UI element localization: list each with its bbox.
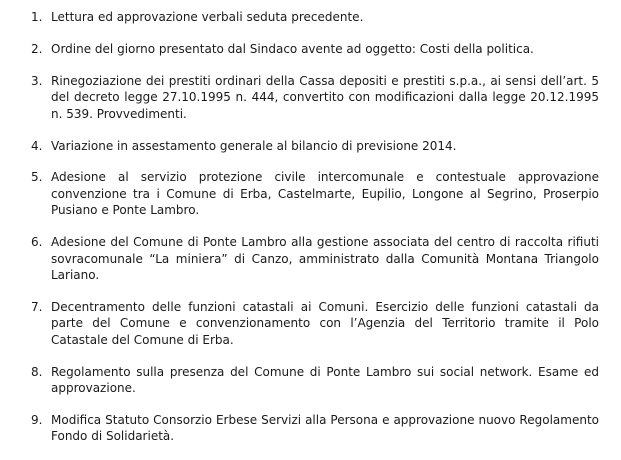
agenda-item-text: Lettura ed approvazione verbali seduta precedente. — [51, 10, 364, 24]
agenda-item-text: Ordine del giorno presentato dal Sindaco avente ad oggetto: Costi della politica. — [51, 41, 534, 56]
agenda-item-number: 5. — [31, 170, 43, 185]
agenda-item-3 — [31, 73, 599, 122]
agenda-item-2 — [31, 41, 599, 57]
agenda-item-8 — [31, 364, 599, 397]
agenda-item-5 — [31, 169, 599, 218]
agenda-item-text: Adesione al servizio protezione civile intercomunale e contestuale approvazione convenzione tra i Comune di Erba, Castelmarte, Eupilio, Longone al Segrino, Proserpio Pusiano e Ponte Lambro. — [51, 170, 599, 218]
agenda-item-number: 3. — [31, 73, 43, 88]
agenda-item-number: 7. — [31, 299, 43, 314]
agenda-item-number: 9. — [31, 412, 43, 427]
agenda-item-number: 4. — [31, 138, 43, 153]
agenda-item-number: 2. — [31, 41, 43, 56]
agenda-list — [31, 9, 599, 460]
agenda-item-1 — [31, 9, 599, 25]
agenda-item-9 — [31, 412, 599, 445]
agenda-item-4 — [31, 138, 599, 154]
agenda-item-text: Modifica Statuto Consorzio Erbese Servizi alla Persona e approvazione nuovo Regolamento Fondo di Solidarietà. — [51, 412, 599, 444]
agenda-item-text: Rinegoziazione dei prestiti ordinari della Cassa depositi e prestiti s.p.a., ai sensi dell’art. 5 del decreto legge 27.10.1995 n. 444, convertito con modificazioni dalla legge 20.12.1995 n. 539. Provvedimenti. — [51, 73, 599, 121]
agenda-item-text: Adesione del Comune di Ponte Lambro alla gestione associata del centro di raccolta rifiuti sovracomunale “La miniera” di Canzo, amministrato dalla Comunità Montana Triangolo Lariano. — [51, 235, 599, 282]
agenda-item-text: Variazione in assestamento generale al bilancio di previsione 2014. — [51, 138, 457, 153]
agenda-item-text: Decentramento delle funzioni catastali ai Comuni. Esercizio delle funzioni catastali da parte del Comune e convenzionamento con l’Agenzia del Territorio tramite il Polo Catastale del Comune di Erba. — [51, 299, 599, 347]
agenda-item-number: 8. — [31, 364, 43, 379]
agenda-item-number: 6. — [31, 235, 43, 250]
agenda-item-7 — [31, 299, 599, 348]
agenda-item-6 — [31, 234, 599, 283]
agenda-item-text: Regolamento sulla presenza del Comune di Ponte Lambro sui social network. Esame ed approvazione. — [51, 364, 599, 395]
agenda-item-number: 1. — [31, 10, 43, 24]
